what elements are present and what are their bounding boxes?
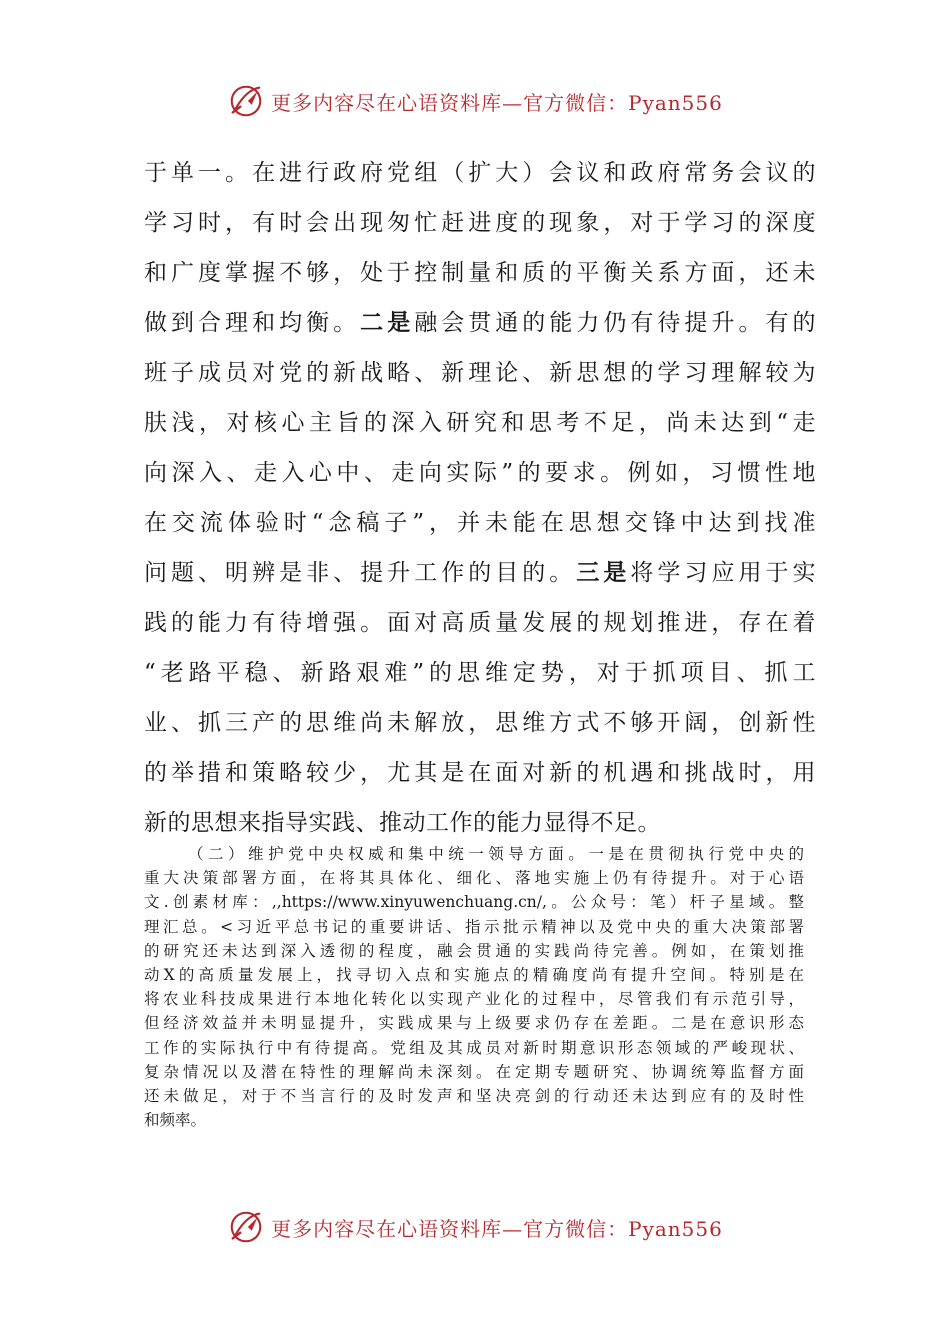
text-line: 学习时，有时会出现匆忙赶进度的现象，对于学习的深度 xyxy=(144,210,816,236)
bold-marker: 三是 xyxy=(576,560,631,586)
text-line: 和频率。 xyxy=(144,1111,207,1130)
text-line: 班子成员对党的新战略、新理论、新思想的学习理解较为 xyxy=(144,360,816,386)
text-line: 于单一。在进行政府党组（扩大）会议和政府常务会议的 xyxy=(144,160,816,186)
text-line: 将农业科技成果进行本地化转化以实现产业化的过程中，尽管我们有示范引导， xyxy=(144,990,804,1009)
section-two-paragraph xyxy=(144,842,804,1132)
text-line: 肤浅，对核心主旨的深入研究和思考不足，尚未达到“走 xyxy=(144,410,816,436)
text-line: 的研究还未达到深入透彻的程度，融会贯通的实践尚待完善。例如，在策划推 xyxy=(144,941,804,960)
text-line: 复杂情况以及潜在特性的理解尚未深刻。在定期专题研究、协调统筹监督方面 xyxy=(144,1062,804,1081)
text-line: 做到合理和均衡。二是融会贯通的能力仍有待提升。有的 xyxy=(144,310,816,336)
text-line: 向深入、走入心中、走向实际”的要求。例如，习惯性地 xyxy=(144,460,816,486)
text-line: 但经济效益并未明显提升，实践成果与上级要求仍存在差距。二是在意识形态 xyxy=(144,1014,804,1033)
header-banner xyxy=(0,82,950,120)
text-line: 还未做足，对于不当言行的及时发声和坚决亮剑的行动还未达到应有的及时性 xyxy=(144,1086,804,1105)
text-line: 在交流体验时“念稿子”，并未能在思想交锋中达到找准 xyxy=(144,510,816,536)
banner-text: 更多内容尽在心语资料库—官方微信：Pyan556 xyxy=(271,1216,723,1241)
text-line: 问题、明辨是非、提升工作的目的。三是将学习应用于实 xyxy=(144,560,816,586)
text-line: “老路平稳、新路艰难”的思维定势，对于抓项目、抓工 xyxy=(144,660,816,686)
bold-marker: 二是 xyxy=(360,310,415,336)
pen-nib-circle-icon xyxy=(227,1208,265,1246)
banner-text: 更多内容尽在心语资料库—官方微信：Pyan556 xyxy=(271,90,723,115)
text-line: 文.创素材库：,,https://www.xinyuwenchuang.cn/,。公众号：笔）杆子星域。整 xyxy=(144,893,804,912)
text-line: 理汇总。<习近平总书记的重要讲话、指示批示精神以及党中央的重大决策部署 xyxy=(144,917,804,936)
text-line: 新的思想来指导实践、推动工作的能力显得不足。 xyxy=(144,810,661,836)
text-line: 的举措和策略较少，尤其是在面对新的机遇和挑战时，用 xyxy=(144,760,816,786)
text-line: 工作的实际执行中有待提高。党组及其成员对新时期意识形态领域的严峻现状、 xyxy=(144,1038,804,1057)
pen-nib-circle-icon xyxy=(227,82,265,120)
body-paragraph xyxy=(144,148,816,848)
footer-banner xyxy=(0,1208,950,1246)
text-line: 和广度掌握不够，处于控制量和质的平衡关系方面，还未 xyxy=(144,260,816,286)
text-line: 践的能力有待增强。面对高质量发展的规划推进，存在着 xyxy=(144,610,816,636)
text-line: 动X的高质量发展上，找寻切入点和实施点的精确度尚有提升空间。特别是在 xyxy=(144,965,804,984)
text-line: 重大决策部署方面，在将其具体化、细化、落地实施上仍有待提升。对于心语 xyxy=(144,869,804,888)
text-line: （二）维护党中央权威和集中统一领导方面。一是在贯彻执行党中央的 xyxy=(188,845,804,863)
text-line: 业、抓三产的思维尚未解放，思维方式不够开阔，创新性 xyxy=(144,710,816,736)
